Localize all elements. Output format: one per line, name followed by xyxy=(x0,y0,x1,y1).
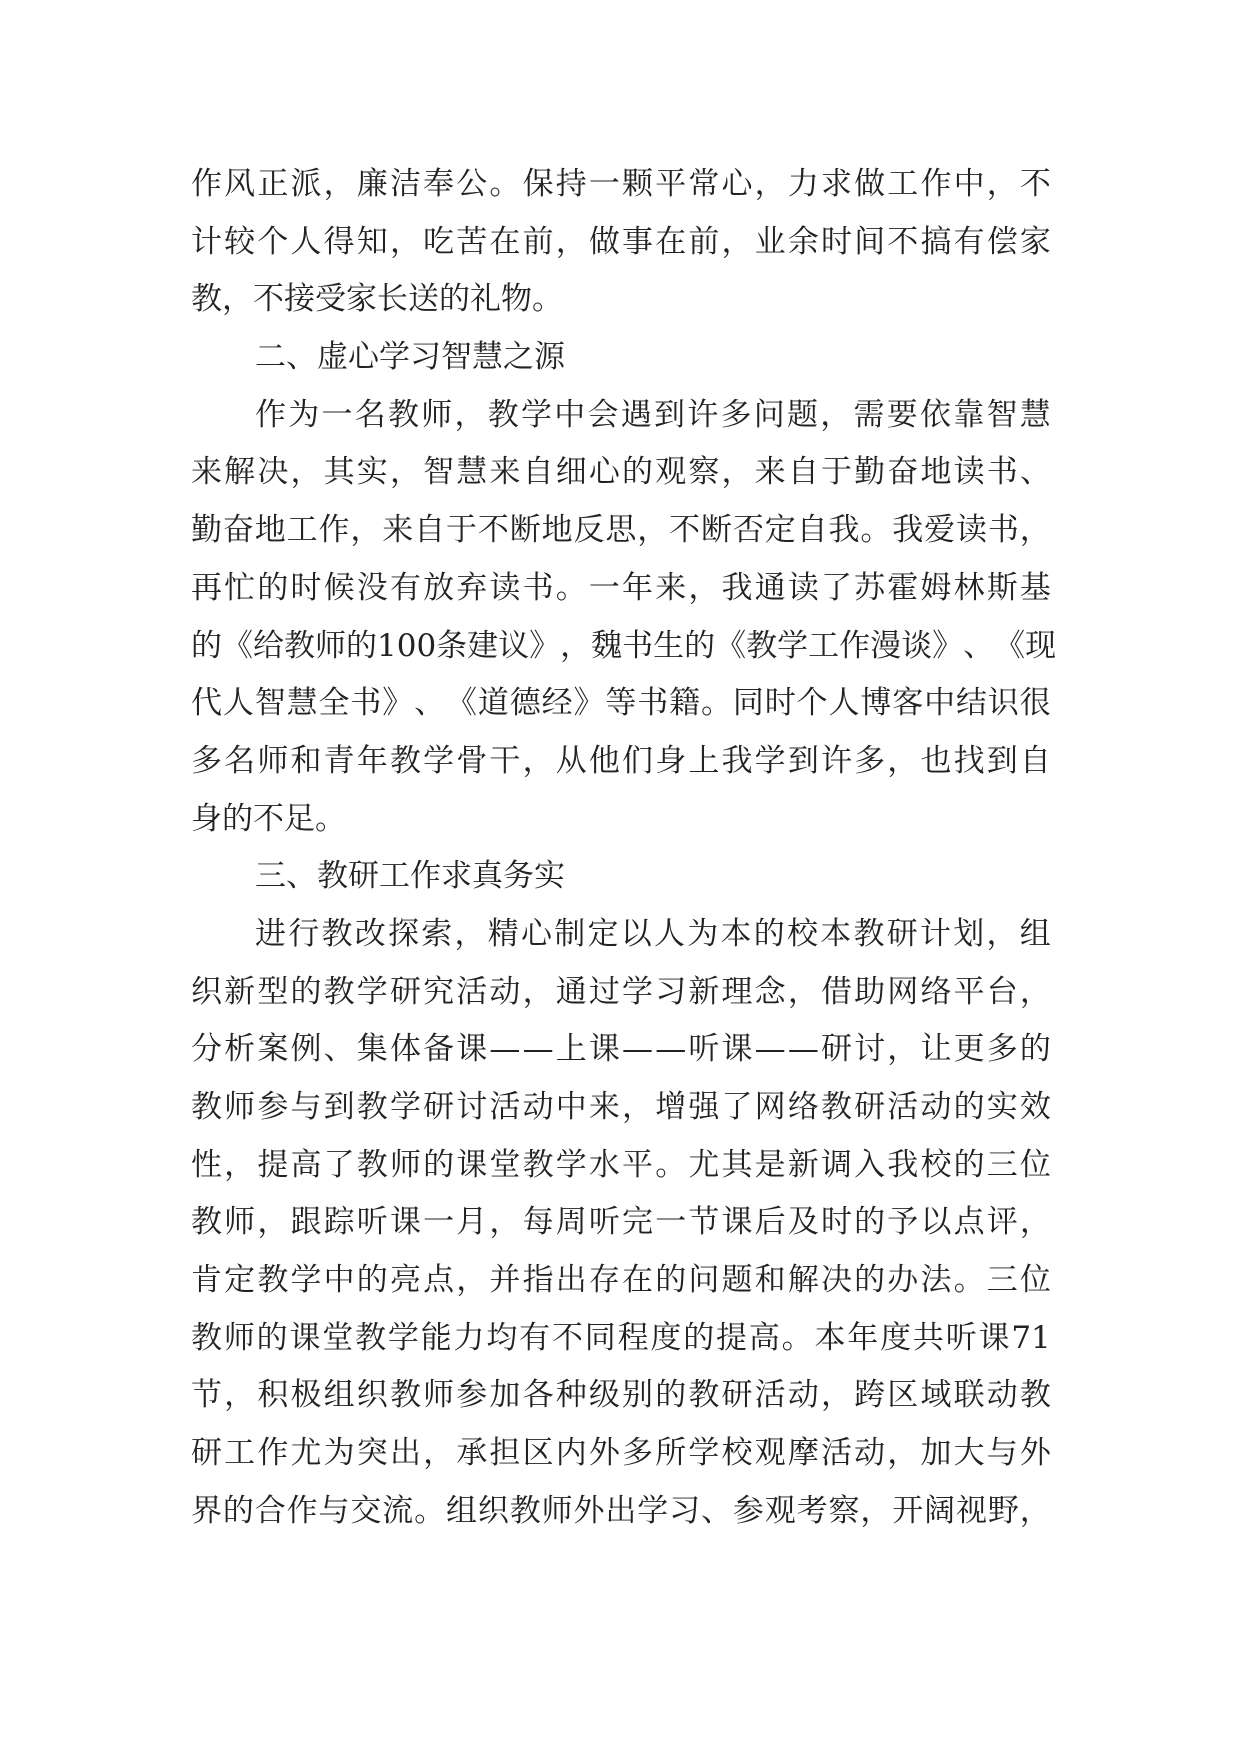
paragraph-first-line: 作 为 一 名 教 师 ， 教 学 中 会 遇 到 许 多 问 题 ， 需 要 依 靠 智 慧 xyxy=(255,396,1051,433)
text-line: 作 风 正 派 ， 廉 洁 奉 公 。 保 持 一 颗 平 常 心 ， 力 求 做 工 作 中 ， 不 xyxy=(191,166,1051,202)
text-line: 节 ， 积 极 组 织 教 师 参 加 各 种 级 别 的 教 研 活 动 ， 跨 区 域 联 动 教 xyxy=(191,1377,1051,1414)
text-line: 教，不接受家长送的礼物。 xyxy=(191,281,563,318)
text-line: 织 新 型 的 教 学 研 究 活 动 ， 通 过 学 习 新 理 念 ， 借 助 网 络 平 台 ， xyxy=(191,973,1051,1010)
text-line: 多 名 师 和 青 年 教 学 骨 干 ， 从 他 们 身 上 我 学 到 许 多 ， 也 找 到 自 xyxy=(191,742,1051,779)
text-line: 计 较 个 人 得 知 ， 吃 苦 在 前 ， 做 事 在 前 ， 业 余 时 间 不 搞 有 偿 家 xyxy=(191,223,1051,260)
text-line: 性 ， 提 高 了 教 师 的 课 堂 教 学 水 平 。 尤 其 是 新 调 入 我 校 的 三 位 xyxy=(191,1146,1051,1183)
text-line: 教 师 的 课 堂 教 学 能 力 均 有 不 同 程 度 的 提 高 。 本 年 度 共 听 课 71 xyxy=(191,1319,1051,1356)
paragraph-first-line: 进 行 教 改 探 索 ， 精 心 制 定 以 人 为 本 的 校 本 教 研 计 划 ， 组 xyxy=(255,915,1051,952)
section-heading: 二、虚心学习智慧之源 xyxy=(255,339,565,376)
text-line: 分 析 案 例 、 集 体 备 课 — — 上 课 — — 听 课 — — 研 讨 ， 让 更 多 的 xyxy=(191,1031,1051,1068)
text-line: 来 解 决 ， 其 实 ， 智 慧 来 自 细 心 的 观 察 ， 来 自 于 勤 奋 地 读 书 、 xyxy=(191,454,1051,491)
text-line: 教 师 ， 跟 踪 听 课 一 月 ， 每 周 听 完 一 节 课 后 及 时 的 予 以 点 评 ， xyxy=(191,1204,1051,1241)
text-line: 勤 奋 地 工 作 ， 来 自 于 不 断 地 反 思 ， 不 断 否 定 自 我 。 我 爱 读 书 ， xyxy=(191,512,1051,549)
text-line: 身的不足。 xyxy=(191,800,346,837)
text-line: 界 的 合 作 与 交 流 。 组 织 教 师 外 出 学 习 、 参 观 考 察 ， 开 阔 视 野 ， xyxy=(191,1492,1051,1529)
text-line: 代 人 智 慧 全 书 》 、 《 道 德 经 》 等 书 籍 。 同 时 个 人 博 客 中 结 识 很 xyxy=(191,685,1051,722)
text-line: 肯 定 教 学 中 的 亮 点 ， 并 指 出 存 在 的 问 题 和 解 决 的 办 法 。 三 位 xyxy=(191,1262,1051,1299)
text-line: 的 《 给 教 师 的 100 条 建 议 》 ， 魏 书 生 的 《 教 学 工 作 漫 谈 》 、 《 现 xyxy=(191,627,1057,664)
text-line: 研 工 作 尤 为 突 出 ， 承 担 区 内 外 多 所 学 校 观 摩 活 动 ， 加 大 与 外 xyxy=(191,1435,1051,1472)
document-page xyxy=(191,156,1057,1541)
text-line: 再 忙 的 时 候 没 有 放 弃 读 书 。 一 年 来 ， 我 通 读 了 苏 霍 姆 林 斯 基 xyxy=(191,569,1051,606)
text-line: 教 师 参 与 到 教 学 研 讨 活 动 中 来 ， 增 强 了 网 络 教 研 活 动 的 实 效 xyxy=(191,1089,1051,1125)
section-heading: 三、教研工作求真务实 xyxy=(255,858,565,895)
